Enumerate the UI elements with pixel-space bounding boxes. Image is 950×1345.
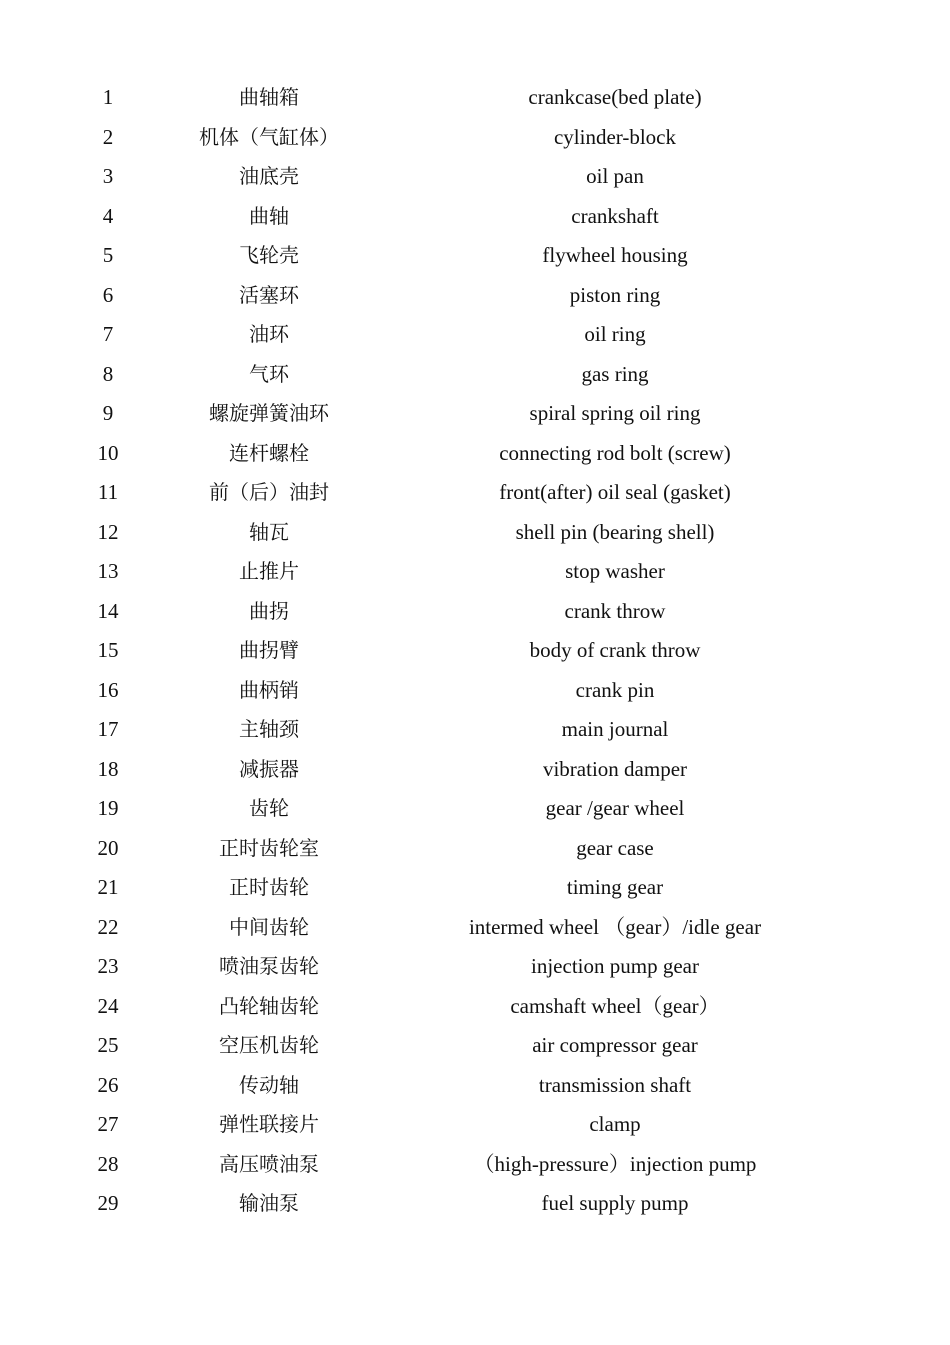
chinese-term: 曲柄销 [239,677,299,702]
table-row [0,710,950,750]
english-term: vibration damper [542,756,688,781]
row-number: 20 [97,835,119,860]
row-number: 25 [97,1033,119,1057]
row-number: 16 [97,677,119,702]
table-row [0,236,950,276]
chinese-term: 空压机齿轮 [219,1033,319,1057]
row-number: 10 [97,440,119,465]
row-number: 15 [97,638,119,662]
chinese-term: 轴瓦 [249,519,289,544]
table-row [0,1026,950,1066]
english-term: transmission shaft [538,1072,692,1097]
row-number: 12 [97,519,119,544]
row-number: 22 [97,914,119,939]
english-term: stop washer [565,559,665,583]
english-term: spiral spring oil ring [529,401,701,425]
row-number: 5 [102,243,114,267]
english-term: clamp [589,1112,641,1136]
chinese-term: 止推片 [239,559,299,583]
chinese-term: 曲轴箱 [239,85,299,109]
english-term: connecting rod bolt (screw) [499,440,731,465]
chinese-term: 连杆螺栓 [229,440,309,465]
table-row [0,868,950,908]
row-number: 9 [102,401,114,425]
row-number: 1 [102,85,114,109]
chinese-term: 曲轴 [249,203,289,228]
table-row [0,947,950,987]
english-term: intermed wheel （gear）/idle gear [468,914,762,939]
table-row [0,1184,950,1224]
chinese-term: 减振器 [239,756,299,781]
chinese-term: 中间齿轮 [229,914,309,939]
table-row [0,750,950,790]
chinese-term: 高压喷油泵 [219,1151,319,1176]
chinese-term: 齿轮 [249,796,289,820]
chinese-term: 前（后）油封 [209,480,329,504]
chinese-term: 凸轮轴齿轮 [219,993,319,1018]
row-number: 3 [102,164,114,188]
chinese-term: 正时齿轮室 [219,835,319,860]
table-row [0,197,950,237]
row-number: 11 [97,480,119,504]
chinese-term: 曲拐臂 [239,638,299,662]
english-term: body of crank throw [529,638,701,662]
english-term: gear case [576,835,654,860]
english-term: oil pan [586,164,644,188]
table-row [0,671,950,711]
english-term: cylinder-block [553,124,677,149]
english-term: injection pump gear [531,954,699,978]
table-row [0,157,950,197]
table-row [0,1145,950,1185]
table-row [0,552,950,592]
table-row [0,394,950,434]
chinese-term: 飞轮壳 [239,243,299,267]
chinese-term: 螺旋弹簧油环 [209,401,329,425]
row-number: 24 [97,993,119,1018]
chinese-term: 正时齿轮 [229,875,309,899]
table-row [0,1105,950,1145]
english-term: timing gear [566,875,664,899]
table-row [0,592,950,632]
row-number: 26 [97,1072,119,1097]
english-term: crank throw [564,598,666,623]
row-number: 21 [97,875,119,899]
row-number: 6 [102,282,114,307]
row-number: 13 [97,559,119,583]
row-number: 14 [97,598,119,623]
english-term: （high-pressure）injection pump [473,1151,757,1176]
english-term: camshaft wheel（gear） [510,993,720,1018]
table-row [0,315,950,355]
table-row [0,513,950,553]
row-number: 18 [97,756,119,781]
chinese-term: 气环 [249,361,289,386]
table-row [0,355,950,395]
table-row [0,434,950,474]
table-row [0,473,950,513]
english-term: crankshaft [571,203,659,228]
chinese-term: 油底壳 [239,164,299,188]
row-number: 2 [102,124,114,149]
table-row [0,789,950,829]
english-term: piston ring [569,282,661,307]
english-term: crank pin [575,677,655,702]
english-term: main journal [561,717,669,741]
chinese-term: 活塞环 [239,282,299,307]
chinese-term: 油环 [249,322,289,346]
table-row [0,118,950,158]
row-number: 28 [97,1151,119,1176]
table-row [0,276,950,316]
english-term: fuel supply pump [541,1191,689,1215]
english-term: crankcase(bed plate) [528,85,702,109]
english-term: shell pin (bearing shell) [515,519,715,544]
row-number: 27 [97,1112,119,1136]
row-number: 19 [97,796,119,820]
english-term: front(after) oil seal (gasket) [499,480,731,504]
chinese-term: 主轴颈 [239,717,299,741]
table-row [0,1066,950,1106]
table-row [0,987,950,1027]
row-number: 23 [97,954,119,978]
chinese-term: 弹性联接片 [219,1112,319,1136]
english-term: gas ring [581,361,649,386]
row-number: 4 [102,203,114,228]
chinese-term: 喷油泵齿轮 [219,954,319,978]
table-row [0,908,950,948]
english-term: air compressor gear [532,1033,698,1057]
chinese-term: 机体（气缸体） [199,124,339,149]
glossary-table [0,78,950,1224]
english-term: oil ring [584,322,646,346]
chinese-term: 曲拐 [249,598,289,623]
table-row [0,829,950,869]
row-number: 8 [102,361,114,386]
row-number: 29 [97,1191,119,1215]
chinese-term: 传动轴 [239,1072,299,1097]
table-row [0,631,950,671]
english-term: gear /gear wheel [545,796,685,820]
english-term: flywheel housing [542,243,688,267]
row-number: 7 [102,322,114,346]
chinese-term: 输油泵 [239,1191,299,1215]
table-row [0,78,950,118]
row-number: 17 [97,717,119,741]
